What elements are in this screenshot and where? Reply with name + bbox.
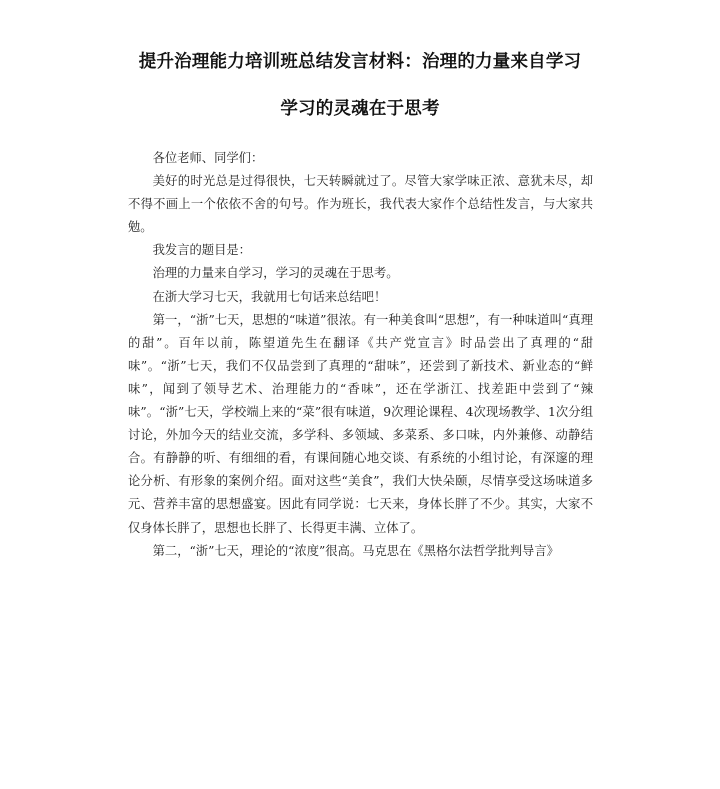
paragraph-summary-intro: 在浙大学习七天，我就用七句话来总结吧！: [152, 289, 387, 304]
paragraph-first-point: 第一，“浙”七天，思想的“味道”很浓。有一种美食叫“思想”，有一种味道叫“真理的甜”。百年以前，陈望道先生在翻译《共产党宣言》时品尝出了真理的“甜味”。“浙”七天，我们不仅品尝到了真理的“甜味”，还尝到了新技术、新业态的“鲜味”，闻到了领导艺术、治理能力的“香味”，还在学浙江、找差距中尝到了“辣味”。“浙”七天，学校端上来的“菜”很有味道，9次理论课程、4次现场教学、1次分组讨论，外加今天的结业交流，多学科、多领域、多菜系、多口味，内外兼修、动静结合。有静静的听、有细细的看，有课间随心地交谈、有系统的小组讨论，有深邃的理论分析、有形象的案例介绍。面对这些“美食”，我们大快朵颐，尽情享受这场味道多元、营养丰富的思想盛宴。因此有同学说：七天来，身体长胖了不少。其实，大家不仅身体长胖了，思想也长胖了、长得更丰满、立体了。: [128, 312, 593, 535]
document-title-line-2: 学习的灵魂在于思考: [280, 99, 440, 119]
salutation: 各位老师、同学们：: [152, 151, 264, 165]
paragraph-topic-intro: 我发言的题目是：: [152, 243, 251, 258]
document-body: [128, 147, 593, 563]
paragraph-opening: 美好的时光总是过得很快，七天转瞬就过了。尽管大家学味正浓、意犹未尽，却不得不画上一个依依不舍的句号。作为班长，我代表大家作个总结性发言，与大家共勉。: [128, 174, 593, 235]
document-title-line-1: 提升治理能力培训班总结发言材料：治理的力量来自学习: [138, 52, 582, 72]
paragraph-topic: 治理的力量来自学习，学习的灵魂在于思考。: [152, 266, 399, 281]
paragraph-second-point: 第二，“浙”七天，理论的“浓度”很高。马克思在《黑格尔法哲学批判导言》: [152, 543, 559, 558]
